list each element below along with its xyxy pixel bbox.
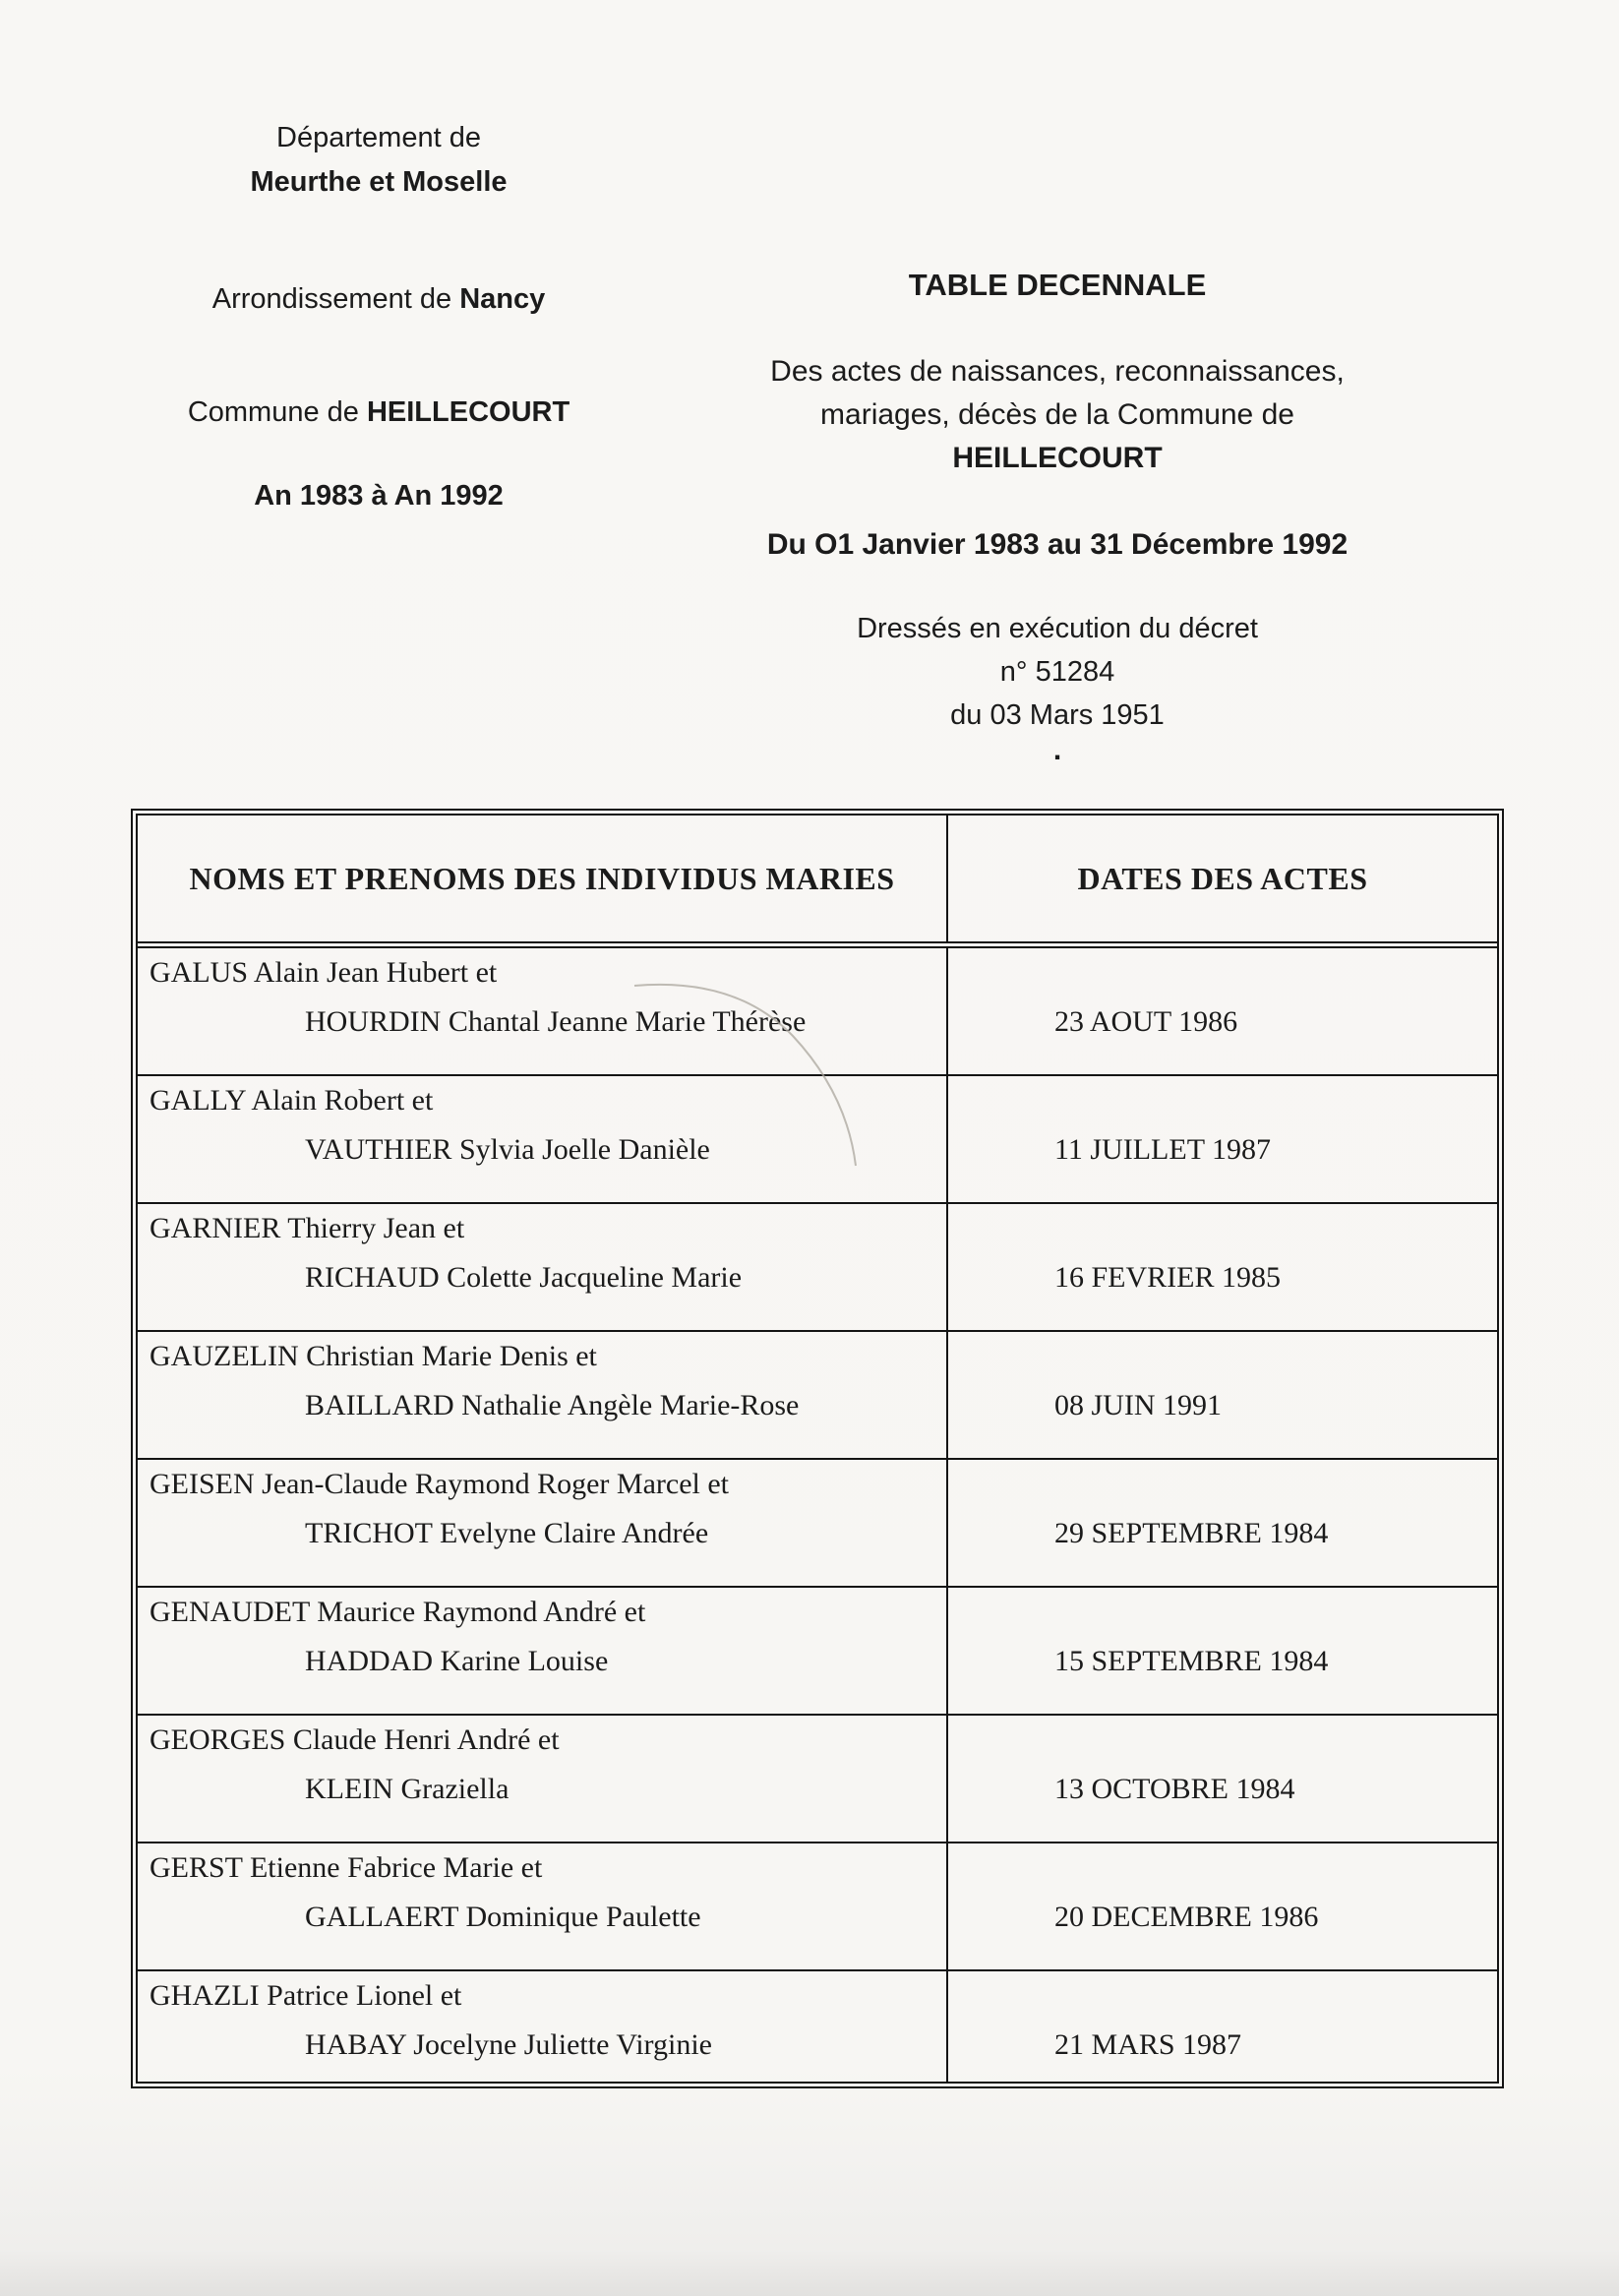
spouse2-name: BAILLARD Nathalie Angèle Marie-Rose <box>305 1389 800 1421</box>
date-range: Du O1 Janvier 1983 au 31 Décembre 1992 <box>766 528 1349 561</box>
names-cell <box>138 1971 946 2082</box>
spouse2-name: HABAY Jocelyne Juliette Virginie <box>305 2028 712 2061</box>
table-row <box>138 1076 1497 1204</box>
commune-name: HEILLECOURT <box>366 396 570 428</box>
date-cell <box>946 1076 1497 1202</box>
stray-dot: . <box>1052 734 1062 766</box>
date-cell <box>946 1716 1497 1842</box>
date-cell <box>946 1460 1497 1586</box>
spouse1-name: GARNIER Thierry Jean et <box>150 1212 465 1244</box>
names-cell <box>138 1076 946 1202</box>
column-header-dates: DATES DES ACTES <box>946 816 1497 941</box>
table-row <box>138 1332 1497 1460</box>
document-title: TABLE DECENNALE <box>908 268 1207 302</box>
spouse1-name: GALUS Alain Jean Hubert et <box>150 956 498 989</box>
table-row <box>138 1971 1497 2082</box>
spouse1-name: GALLY Alain Robert et <box>150 1084 434 1117</box>
year-range: An 1983 à An 1992 <box>254 480 504 512</box>
act-date: 23 AOUT 1986 <box>1054 1005 1238 1038</box>
spouse1-name: GAUZELIN Christian Marie Denis et <box>150 1340 597 1372</box>
departement-label: Département de <box>276 122 481 153</box>
spouse1-name: GENAUDET Maurice Raymond André et <box>150 1596 646 1628</box>
act-date: 13 OCTOBRE 1984 <box>1054 1773 1295 1805</box>
arrondissement-label: Arrondissement de <box>211 283 460 315</box>
decennale-table-inner <box>136 814 1499 2084</box>
decree-date: du 03 Mars 1951 <box>950 699 1165 731</box>
names-cell <box>138 1843 946 1969</box>
table-row <box>138 1460 1497 1588</box>
names-cell <box>138 948 946 1074</box>
spouse1-name: GHAZLI Patrice Lionel et <box>150 1979 462 2012</box>
subtitle-commune: HEILLECOURT <box>952 442 1163 474</box>
arrondissement-name: Nancy <box>459 283 546 315</box>
subtitle-line-1: Des actes de naissances, reconnaissances, <box>770 355 1345 388</box>
act-date: 15 SEPTEMBRE 1984 <box>1054 1645 1329 1677</box>
decree-number: n° 51284 <box>999 656 1115 688</box>
spouse2-name: RICHAUD Colette Jacqueline Marie <box>305 1261 743 1294</box>
date-cell <box>946 1971 1497 2082</box>
act-date: 11 JUILLET 1987 <box>1054 1133 1271 1166</box>
spouse2-name: HOURDIN Chantal Jeanne Marie Thérèse <box>305 1005 807 1038</box>
act-date: 29 SEPTEMBRE 1984 <box>1054 1517 1329 1549</box>
table-row <box>138 1204 1497 1332</box>
table-row <box>138 1843 1497 1971</box>
names-cell <box>138 1204 946 1330</box>
table-row <box>138 948 1497 1076</box>
date-cell <box>946 948 1497 1074</box>
arrondissement-line <box>148 281 610 317</box>
names-cell <box>138 1460 946 1586</box>
names-cell <box>138 1332 946 1458</box>
spouse2-name: TRICHOT Evelyne Claire Andrée <box>305 1517 709 1549</box>
decree-line-1: Dressés en exécution du décret <box>857 613 1258 644</box>
decennale-table <box>131 809 1504 2088</box>
names-cell <box>138 1716 946 1842</box>
commune-line <box>148 394 610 430</box>
spouse2-name: KLEIN Graziella <box>305 1773 510 1805</box>
subtitle-line-2: mariages, décès de la Commune de <box>820 398 1294 431</box>
table-row <box>138 1716 1497 1843</box>
table-header-row <box>138 816 1497 948</box>
date-cell <box>946 1843 1497 1969</box>
commune-label: Commune de <box>187 396 367 428</box>
column-header-names: NOMS ET PRENOMS DES INDIVIDUS MARIES <box>189 860 895 896</box>
spouse2-name: HADDAD Karine Louise <box>305 1645 609 1677</box>
date-cell <box>946 1332 1497 1458</box>
act-date: 20 DECEMBRE 1986 <box>1054 1901 1319 1933</box>
table-row <box>138 1588 1497 1716</box>
spouse1-name: GEORGES Claude Henri André et <box>150 1723 560 1756</box>
act-date: 21 MARS 1987 <box>1054 2028 1242 2061</box>
spouse2-name: VAUTHIER Sylvia Joelle Danièle <box>305 1133 710 1166</box>
departement-name: Meurthe et Moselle <box>250 166 508 198</box>
table-body <box>138 948 1497 2082</box>
names-cell <box>138 1588 946 1714</box>
spouse1-name: GERST Etienne Fabrice Marie et <box>150 1851 543 1884</box>
act-date: 08 JUIN 1991 <box>1054 1389 1222 1421</box>
date-cell <box>946 1204 1497 1330</box>
date-cell <box>946 1588 1497 1714</box>
spouse1-name: GEISEN Jean-Claude Raymond Roger Marcel et <box>150 1468 729 1500</box>
act-date: 16 FEVRIER 1985 <box>1054 1261 1282 1294</box>
spouse2-name: GALLAERT Dominique Paulette <box>305 1901 701 1933</box>
